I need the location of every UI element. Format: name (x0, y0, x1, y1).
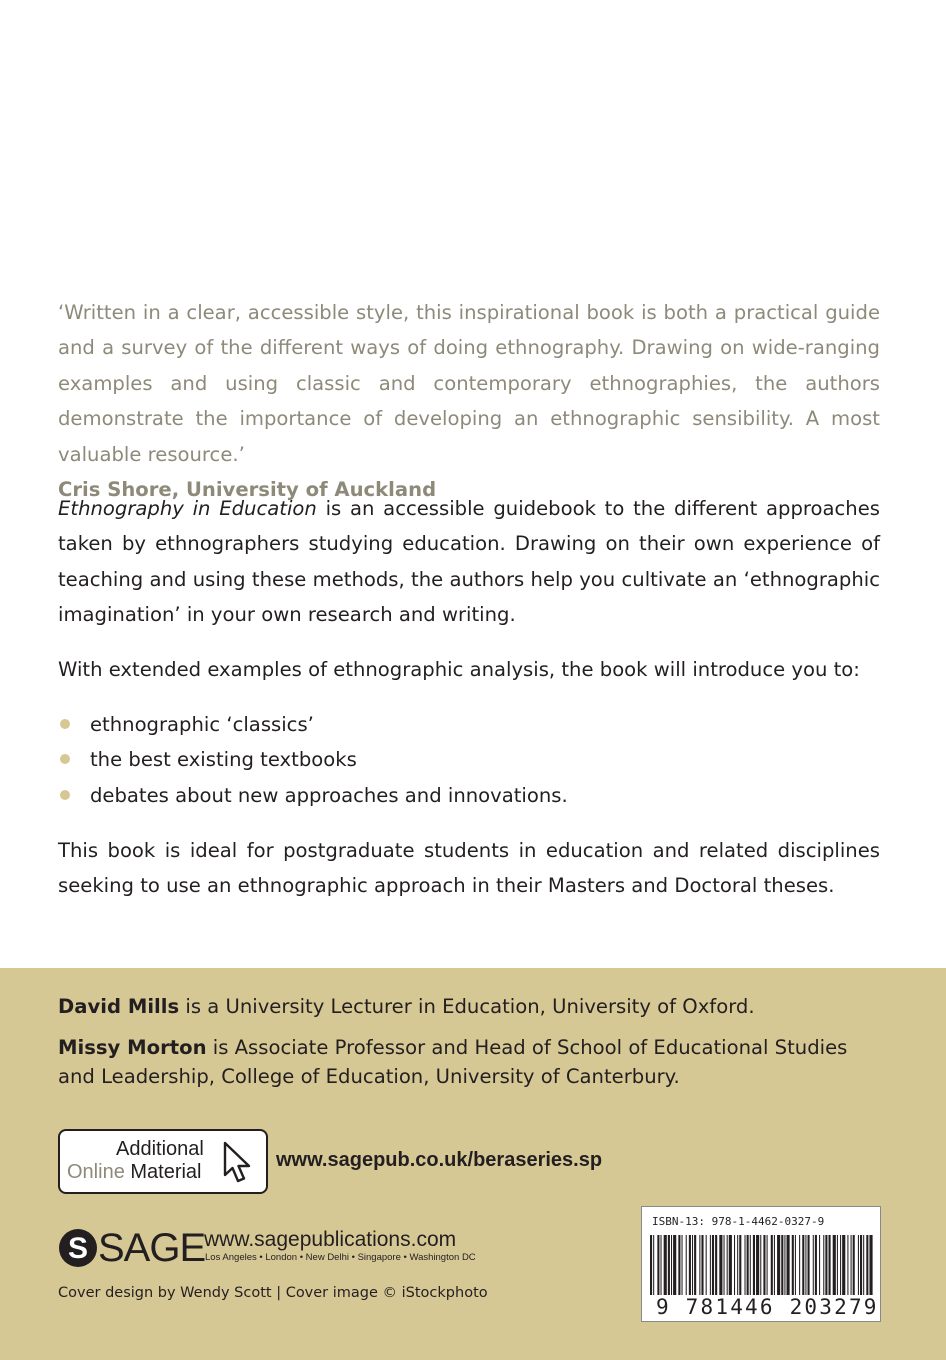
isbn-barcode (641, 1206, 881, 1322)
barcode-bar (815, 1235, 817, 1295)
bullet-icon (60, 790, 70, 800)
barcode-bar (712, 1235, 714, 1295)
list-item-text: ethnographic ‘classics’ (90, 713, 314, 736)
barcode-bar (701, 1235, 703, 1295)
author-name: Missy Morton (58, 1036, 207, 1059)
barcode-bar (860, 1235, 862, 1295)
barcode-bar (808, 1235, 810, 1295)
bullet-icon (60, 754, 70, 764)
barcode-bar (724, 1235, 725, 1295)
barcode-bar (668, 1235, 670, 1295)
badge-line-2 (67, 1161, 202, 1183)
barcode-bar (869, 1235, 872, 1295)
barcode-bar (692, 1235, 693, 1295)
barcode-bar (686, 1235, 687, 1295)
barcode-bar (777, 1235, 780, 1295)
barcode-bar (795, 1235, 796, 1295)
barcode-bar (671, 1235, 672, 1295)
barcode-bar (837, 1235, 838, 1295)
barcode-bar (805, 1235, 806, 1295)
barcode-bar (842, 1235, 845, 1295)
author-bio: is a University Lecturer in Education, University of Oxford. (179, 995, 755, 1018)
list-item (58, 742, 880, 777)
author-bio-morton (58, 1033, 880, 1091)
barcode-bar (756, 1235, 759, 1295)
badge-material-word: Material (124, 1161, 202, 1183)
barcode-bar (650, 1235, 652, 1295)
badge-online-word: Online (67, 1161, 125, 1183)
barcode-bar (787, 1235, 790, 1295)
barcode-bar (673, 1235, 676, 1295)
barcode-bar (699, 1235, 700, 1295)
barcode-bar (710, 1235, 711, 1295)
list-item-text: debates about new approaches and innovations. (90, 783, 568, 807)
feature-list (58, 707, 880, 813)
book-title: Ethnography in Education (58, 497, 317, 520)
barcode-bar (792, 1235, 794, 1295)
author-bio-mills (58, 992, 880, 1021)
barcode-bar (819, 1235, 820, 1295)
book-description (58, 491, 880, 633)
barcode-bar (767, 1235, 768, 1295)
barcode-bar (866, 1235, 868, 1295)
barcode-bar (771, 1235, 773, 1295)
publisher-url[interactable]: www.sagepublications.com (204, 1228, 457, 1251)
barcode-bar (774, 1235, 775, 1295)
barcode-bar (689, 1235, 691, 1295)
barcode-bar (750, 1235, 751, 1295)
publisher-cities: Los Angeles • London • New Delhi • Singapore • Washington DC (205, 1252, 476, 1263)
description-text: is an accessible guidebook to the different approaches taken by ethnographers studying education. Drawing on their own experience of teaching and using these methods, the authors help you cultivate an ‘ethnographic imagination’ in your own research and writing. (58, 497, 880, 627)
barcode-bar (802, 1235, 804, 1295)
publisher-wordmark: SAGE (98, 1226, 206, 1270)
list-item (58, 707, 880, 742)
barcode-bars (650, 1235, 873, 1295)
quote-attribution: Cris Shore, University of Auckland (58, 478, 437, 502)
barcode-bar (858, 1235, 859, 1295)
barcode-bar (719, 1235, 722, 1295)
barcode-bar (753, 1235, 755, 1295)
barcode-bar (694, 1235, 696, 1295)
barcode-bar (799, 1235, 800, 1295)
barcode-bar (706, 1235, 707, 1295)
endorsement-quote (58, 295, 880, 507)
barcode-bar (653, 1235, 654, 1295)
svg-text:S: S (67, 1232, 89, 1265)
author-bio: is Associate Professor and Head of School of Educational Studies and Leadership, College of Education, University of Canterbury. (58, 1036, 848, 1088)
barcode-bar (781, 1235, 783, 1295)
intro-text: With extended examples of ethnographic analysis, the book will introduce you to: (58, 658, 860, 681)
barcode-bar (745, 1235, 746, 1295)
barcode-bar (851, 1235, 852, 1295)
cursor-icon (223, 1141, 253, 1185)
barcode-bar (661, 1235, 662, 1295)
barcode-bar (825, 1235, 827, 1295)
barcode-bar (682, 1235, 683, 1295)
list-item (58, 778, 880, 813)
barcode-bar (840, 1235, 841, 1295)
barcode-bar (784, 1235, 785, 1295)
barcode-bar (664, 1235, 667, 1295)
barcode-bar (657, 1235, 659, 1295)
online-material-badge[interactable] (58, 1129, 268, 1194)
barcode-bar (833, 1235, 836, 1295)
barcode-bar (853, 1235, 855, 1295)
badge-line-1: Additional (116, 1138, 204, 1160)
barcode-bar (813, 1235, 814, 1295)
barcode-bar (829, 1235, 831, 1295)
barcode-bar (760, 1235, 761, 1295)
quote-text: ‘Written in a clear, accessible style, this inspirational book is both a practical guide and a survey of the different ways of doing ethnography. Drawing on wide-ranging examples and using classic and contemporary ethnographies, the authors demonstrate the importance of developing an ethnographic sensibility. A most valuable resource.’ (58, 301, 880, 466)
barcode-bar (737, 1235, 738, 1295)
companion-website-link[interactable]: www.sagepub.co.uk/beraseries.sp (276, 1149, 603, 1171)
sage-logo-icon (58, 1228, 98, 1268)
barcode-bar (678, 1235, 680, 1295)
audience-text: This book is ideal for postgraduate students in education and related disciplines seeking to use an ethnographic approach in their Masters and Doctoral theses. (58, 839, 880, 898)
bullet-icon (60, 719, 70, 729)
cover-credits: Cover design by Wendy Scott | Cover image © iStockphoto (58, 1285, 488, 1301)
barcode-digits: 9 781446 203279 (656, 1295, 879, 1319)
barcode-bar (823, 1235, 824, 1295)
author-name: David Mills (58, 995, 180, 1018)
barcode-bar (739, 1235, 741, 1295)
barcode-bar (847, 1235, 848, 1295)
barcode-bar (763, 1235, 765, 1295)
barcode-bar (729, 1235, 732, 1295)
barcode-bar (747, 1235, 749, 1295)
barcode-bar (863, 1235, 864, 1295)
isbn-label: ISBN-13: 978-1-4462-0327-9 (652, 1215, 825, 1228)
list-item-text: the best existing textbooks (90, 748, 357, 772)
barcode-bar (734, 1235, 735, 1295)
barcode-bar (715, 1235, 717, 1295)
barcode-bar (727, 1235, 728, 1295)
